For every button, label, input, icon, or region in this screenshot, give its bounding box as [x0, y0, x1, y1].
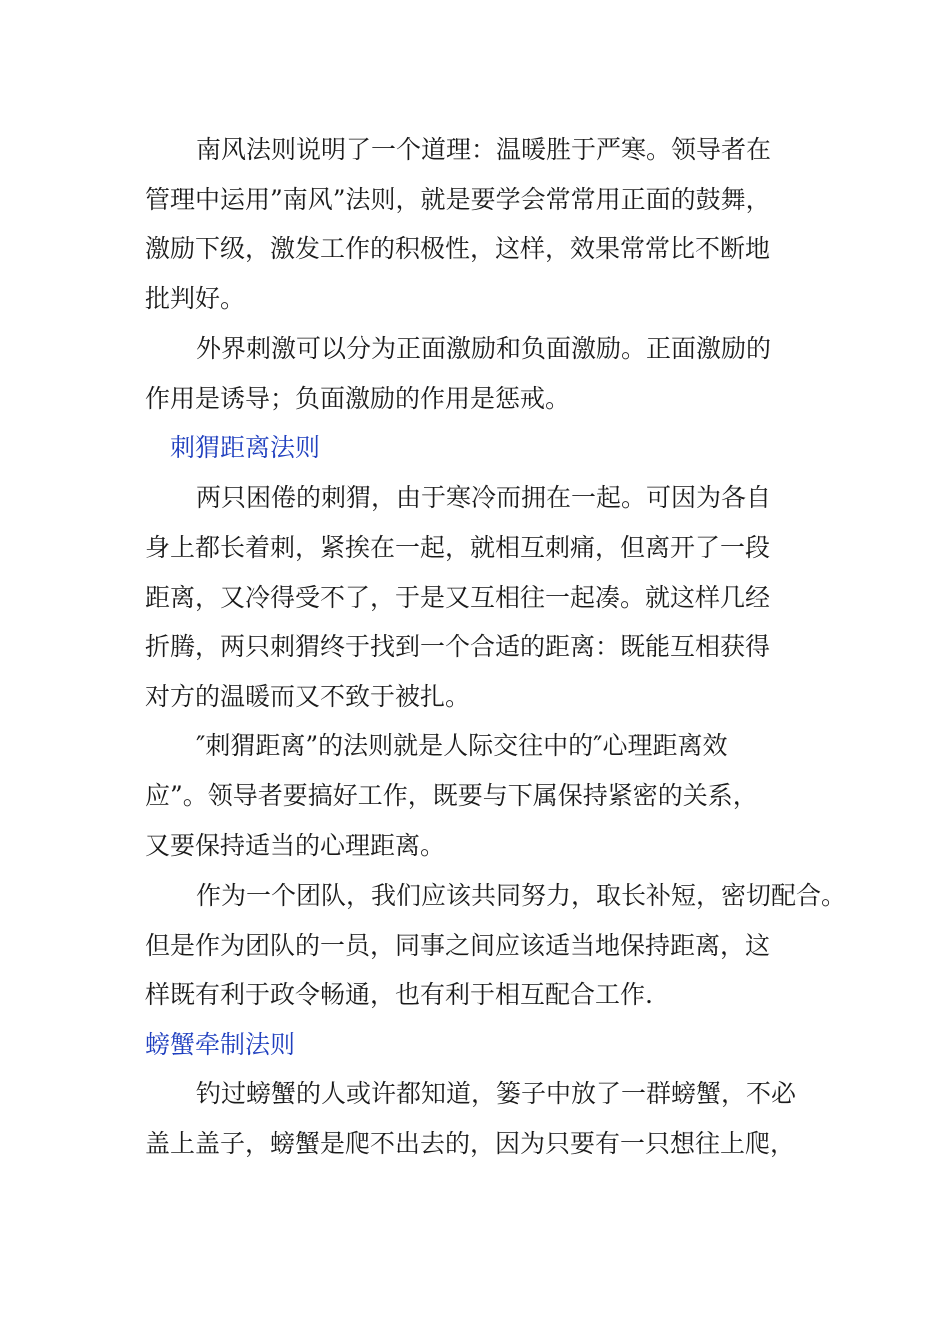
paragraph-line: 盖上盖子，螃蟹是爬不出去的，因为只要有一只想往上爬， [145, 1129, 796, 1158]
paragraph-line: 身上都长着刺，紧挨在一起，就相互刺痛，但离开了一段 [145, 533, 771, 562]
paragraph-line: 钓过螃蟹的人或许都知道，篓子中放了一群螃蟹，不必 [196, 1079, 797, 1108]
paragraph-line: 但是作为团队的一员，同事之间应该适当地保持距离，这 [145, 931, 771, 960]
paragraph-line: 作为一个团队，我们应该共同努力，取长补短，密切配合。 [196, 881, 847, 910]
paragraph-line: 两只困倦的刺猬，由于寒冷而拥在一起。可因为各自 [196, 483, 772, 512]
section-heading-hedgehog: 刺猬距离法则 [170, 433, 321, 462]
paragraph-line: 样既有利于政令畅通，也有利于相互配合工作. [145, 980, 653, 1009]
paragraph-line: 折腾，两只刺猬终于找到一个合适的距离：既能互相获得 [145, 632, 771, 661]
paragraph-line: 管理中运用”南风”法则，就是要学会常常用正面的鼓舞， [145, 185, 771, 214]
paragraph-line: 又要保持适当的心理距离。 [145, 831, 446, 860]
paragraph-line: 作用是诱导；负面激励的作用是惩戒。 [145, 384, 571, 413]
paragraph-line: 距离，又冷得受不了，于是又互相往一起凑。就这样几经 [145, 583, 771, 612]
paragraph-line: 批判好。 [145, 284, 246, 313]
section-heading-crab: 螃蟹牵制法则 [145, 1030, 296, 1059]
paragraph-line: 外界刺激可以分为正面激励和负面激励。正面激励的 [196, 334, 772, 363]
paragraph-line: 应”。领导者要搞好工作，既要与下属保持紧密的关系， [145, 781, 758, 810]
paragraph-line: 南风法则说明了一个道理：温暖胜于严寒。领导者在 [196, 135, 772, 164]
paragraph-line: ″刺猬距离”的法则就是人际交往中的″心理距离效 [196, 731, 728, 760]
paragraph-line: 对方的温暖而又不致于被扎。 [145, 682, 471, 711]
paragraph-line: 激励下级，激发工作的积极性，这样，效果常常比不断地 [145, 234, 771, 263]
